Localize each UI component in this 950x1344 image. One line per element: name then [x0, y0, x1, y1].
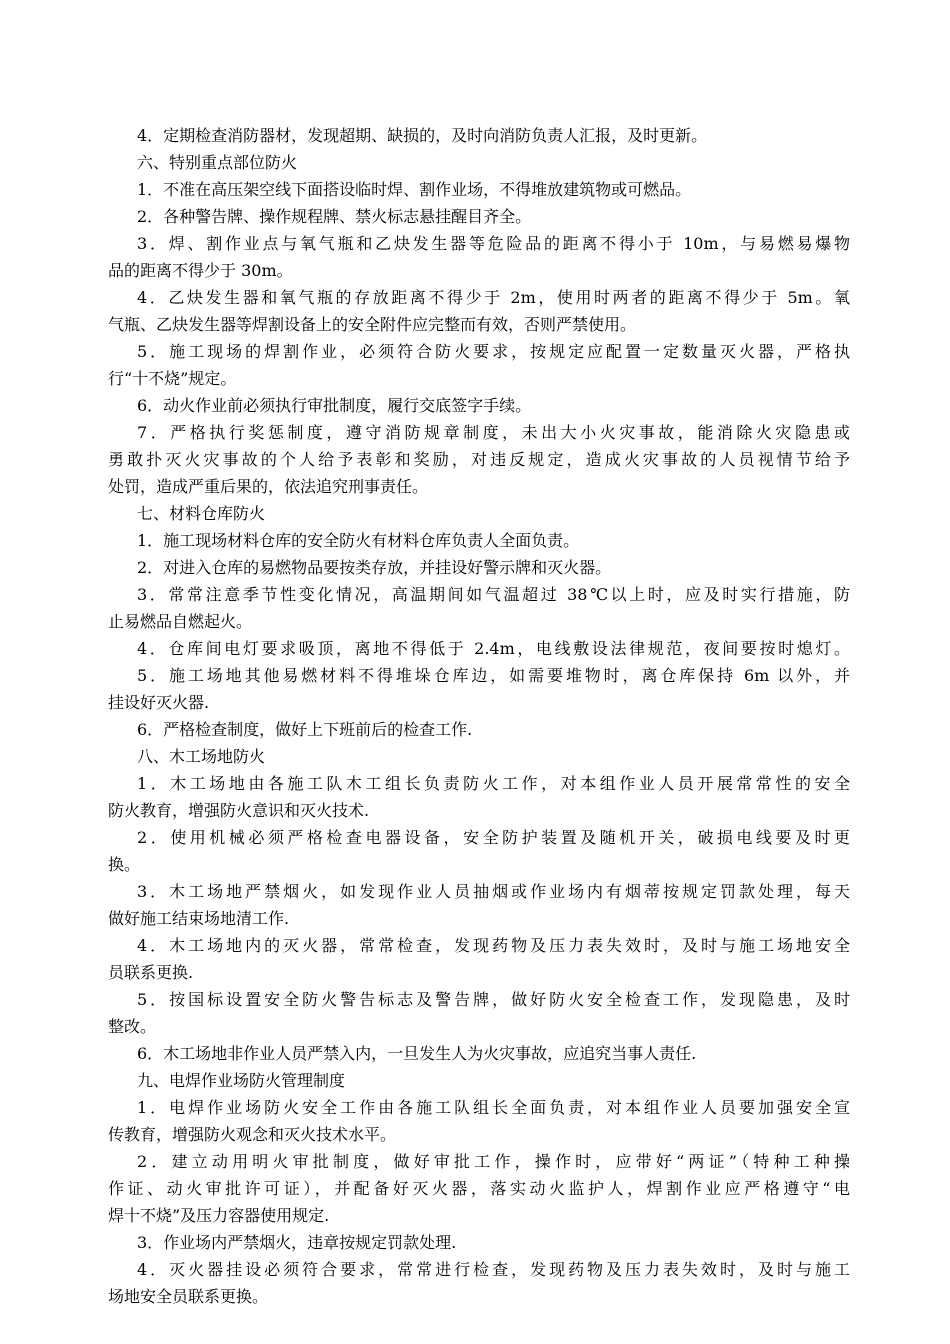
text-line: 4．灭火器挂设必须符合要求，常常进行检查，发现药物及压力表失效时，及时与施工	[137, 1260, 850, 1279]
section-heading: 七、材料仓库防火	[137, 504, 266, 523]
text-line: 品的距离不得少于 30m。	[108, 261, 293, 280]
document-body	[108, 122, 850, 1310]
text-line: 1．木工场地由各施工队木工组长负责防火工作，对本组作业人员开展常常性的安全	[137, 774, 850, 793]
text-line: 1．电焊作业场防火安全工作由各施工队组长全面负责，对本组作业人员要加强安全宣	[137, 1098, 850, 1117]
text-line: 4．木工场地内的灭火器，常常检查，发现药物及压力表失效时，及时与施工场地安全	[137, 936, 850, 955]
text-line: 6．木工场地非作业人员严禁入内，一旦发生人为火灾事故，应追究当事人责任.	[137, 1044, 697, 1063]
text-line: 6．严格检查制度，做好上下班前后的检查工作.	[137, 720, 473, 739]
text-line: 3．木工场地严禁烟火，如发现作业人员抽烟或作业场内有烟蒂按规定罚款处理，每天	[137, 882, 850, 901]
text-line: 处罚，造成严重后果的，依法追究刑事责任。	[108, 477, 429, 496]
text-line: 换。	[108, 855, 141, 874]
text-line: 挂设好灭火器.	[108, 693, 210, 712]
text-line: 气瓶、乙炔发生器等焊割设备上的安全附件应完整而有效，否则严禁使用。	[108, 315, 637, 334]
text-line: 止易燃品自燃起火。	[108, 612, 253, 631]
text-line: 防火教育，增强防火意识和灭火技术.	[108, 801, 370, 820]
text-line: 7．严格执行奖惩制度，遵守消防规章制度，未出大小火灾事故，能消除火灾隐患或	[137, 423, 850, 442]
text-line: 焊十不烧”及压力容器使用规定.	[108, 1206, 330, 1225]
text-line: 5．按国标设置安全防火警告标志及警告牌，做好防火安全检查工作，发现隐患，及时	[137, 990, 850, 1009]
text-line: 1．施工现场材料仓库的安全防火有材料仓库负责人全面负责。	[137, 531, 580, 550]
text-line: 4．仓库间电灯要求吸顶，离地不得低于 2.4m，电线敷设法律规范，夜间要按时熄灯。	[137, 639, 850, 658]
text-line: 3．焊、割作业点与氧气瓶和乙炔发生器等危险品的距离不得小于 10m，与易燃易爆物	[137, 234, 850, 253]
text-line: 4．乙炔发生器和氧气瓶的存放距离不得少于 2m，使用时两者的距离不得少于 5m。氧	[137, 288, 850, 307]
text-line: 作证、动火审批许可证），并配备好灭火器，落实动火监护人，焊割作业应严格遵守“电	[108, 1179, 850, 1198]
section-heading: 八、木工场地防火	[137, 747, 266, 766]
text-line: 1．不准在高压架空线下面搭设临时焊、割作业场，不得堆放建筑物或可燃品。	[137, 180, 692, 199]
text-line: 勇敢扑灭火灾事故的个人给予表彰和奖励，对违反规定，造成火灾事故的人员视情节给予	[108, 450, 850, 469]
text-line: 整改。	[108, 1017, 157, 1036]
text-line: 4．定期检查消防器材，发现超期、缺损的，及时向消防负责人汇报，及时更新。	[137, 126, 708, 145]
text-line: 3．作业场内严禁烟火，违章按规定罚款处理.	[137, 1233, 457, 1252]
section-heading: 九、电焊作业场防火管理制度	[137, 1071, 346, 1090]
text-line: 场地安全员联系更换。	[108, 1287, 269, 1306]
text-line: 6．动火作业前必须执行审批制度，履行交底签字手续。	[137, 396, 532, 415]
text-line: 员联系更换.	[108, 963, 194, 982]
section-heading: 六、特别重点部位防火	[137, 153, 298, 172]
text-line: 2．建立动用明火审批制度，做好审批工作，操作时，应带好“两证”（特种工种操	[137, 1152, 850, 1171]
text-line: 3．常常注意季节性变化情况，高温期间如气温超过 38℃以上时，应及时实行措施，防	[137, 585, 850, 604]
text-line: 做好施工结束场地清工作.	[108, 909, 290, 928]
text-line: 传教育，增强防火观念和灭火技术水平。	[108, 1125, 397, 1144]
text-line: 5．施工现场的焊割作业，必须符合防火要求，按规定应配置一定数量灭火器，严格执	[137, 342, 850, 361]
text-line: 2．对进入仓库的易燃物品要按类存放，并挂设好警示牌和灭火器。	[137, 558, 612, 577]
text-line: 2．各种警告牌、操作规程牌、禁火标志悬挂醒目齐全。	[137, 207, 532, 226]
text-line: 行“十不烧”规定。	[108, 369, 237, 388]
text-line: 2．使用机械必须严格检查电器设备，安全防护装置及随机开关，破损电线要及时更	[137, 828, 850, 847]
text-line: 5．施工场地其他易燃材料不得堆垛仓库边，如需要堆物时，离仓库保持 6m 以外，并	[137, 666, 850, 685]
